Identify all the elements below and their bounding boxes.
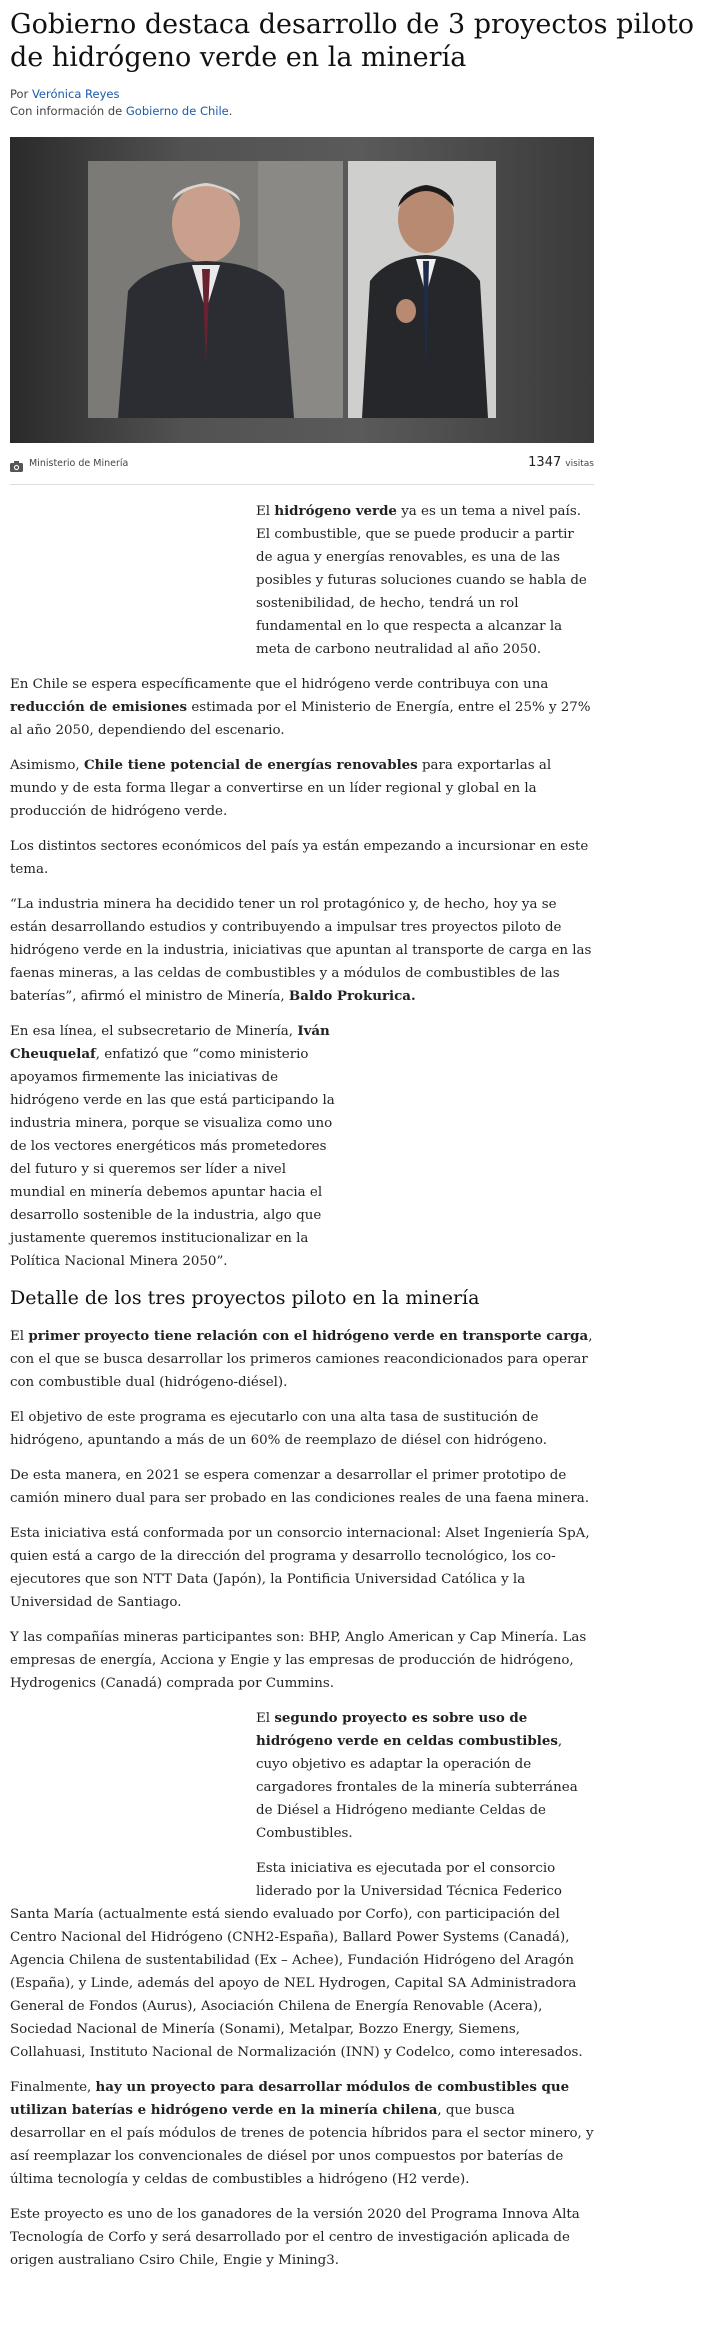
article-body bbox=[10, 500, 594, 2284]
article-title: Gobierno destaca desarrollo de 3 proyectos piloto de hidrógeno verde en la minería bbox=[10, 9, 694, 73]
paragraph: En Chile se espera específicamente que el hidrógeno verde contribuya con una reducción de emisiones estimada por el Ministerio de Energía, entre el 25% y 27% al año 2050, dependiendo del escenario. bbox=[10, 677, 591, 738]
paragraph: El segundo proyecto es sobre uso de hidrógeno verde en celdas combustibles, cuyo objetivo es adaptar la operación de cargadores frontales de la minería subterránea de Diésel a Hidrógeno mediante Celdas de Combustibles. bbox=[256, 1710, 578, 1841]
visits-counter bbox=[528, 455, 594, 470]
byline bbox=[10, 86, 232, 120]
visits-label: visitas bbox=[565, 459, 594, 469]
paragraph: Asimismo, Chile tiene potencial de energías renovables para exportarlas al mundo y de esta forma llegar a convertirse en un líder regional y global en la producción de hidrógeno verde. bbox=[10, 757, 552, 819]
paragraph: Esta iniciativa es ejecutada por el consorcio liderado por la Universidad Técnica Federico Santa María (actualmente está siendo evaluado por Corfo), con participación del Centro Nacional del Hidrógeno (CNH2-España), Ballard Power Systems (Canadá), Agencia Chilena de sustentabilidad (Ex – Achee), Fundación Hidrógeno del Aragón (España), y Linde, además del apoyo de NEL Hydrogen, Capital SA Administradora General de Fondos (Aurus), Asociación Chilena de Energía Renovable (Acera), Sociedad Nacional de Minería (Sonami), Metalpar, Bozzo Energy, Siemens, Collahuasi, Instituto Nacional de Normalización (INN) y Codelco, como interesados. bbox=[10, 1861, 583, 2060]
paragraph: Los distintos sectores económicos del país ya están empezando a incursionar en este tema. bbox=[10, 839, 589, 877]
paragraph: Este proyecto es uno de los ganadores de la versión 2020 del Programa Innova Alta Tecnología de Corfo y será desarrollado por el centro de investigación aplicada de origen australiano Csiro Chile, Engie y Mining3. bbox=[10, 2207, 580, 2268]
person-silhouette-icon bbox=[348, 161, 496, 418]
source-link[interactable]: Gobierno de Chile bbox=[125, 104, 229, 118]
paragraph: En esa línea, el subsecretario de Minería, Iván Cheuquelaf, enfatizó que “como ministerio apoyamos firmemente las iniciativas de hidrógeno verde en las que está participando la industria minera, porque se visualiza como uno de los vectores energéticos más prometedores del futuro y si queremos ser líder a nivel mundial en minería debemos apuntar hacia el desarrollo sostenible de la industria, algo que justamente queremos institucionalizar en la Política Nacional Minera 2050”. bbox=[10, 1023, 335, 1269]
source-line bbox=[10, 103, 232, 120]
paragraph: El hidrógeno verde ya es un tema a nivel país. El combustible, que se puede producir a partir de agua y energías renovables, es una de las posibles y futuras soluciones cuando se habla de sostenibilidad, de hecho, tendrá un rol fundamental en lo que respecta a alcanzar la meta de carbono neutralidad al año 2050. bbox=[256, 503, 587, 657]
person-silhouette-icon bbox=[88, 161, 343, 418]
author-line bbox=[10, 86, 232, 103]
paragraph: De esta manera, en 2021 se espera comenzar a desarrollar el primer prototipo de camión minero dual para ser probado en las condiciones reales de una faena minera. bbox=[10, 1468, 590, 1506]
photo-undersecretary bbox=[348, 161, 496, 418]
photo-caption-row bbox=[10, 455, 594, 485]
section-heading: Detalle de los tres proyectos piloto en la minería bbox=[10, 1287, 480, 1309]
paragraph: El primer proyecto tiene relación con el hidrógeno verde en transporte carga, con el que se busca desarrollar los primeros camiones reacondicionados para operar con combustible dual (hidrógeno-diésel). bbox=[10, 1328, 593, 1390]
visits-count: 1347 bbox=[528, 455, 562, 470]
source-prefix: Con información de bbox=[10, 104, 126, 118]
camera-icon bbox=[10, 457, 23, 476]
byline-prefix: Por bbox=[10, 87, 32, 101]
author-link[interactable]: Verónica Reyes bbox=[31, 87, 120, 101]
paragraph: Esta iniciativa está conformada por un consorcio internacional: Alset Ingeniería SpA, quien está a cargo de la dirección del programa y desarrollo tecnológico, los co-ejecutores que son NTT Data (Japón), la Pontificia Universidad Católica y la Universidad de Santiago. bbox=[10, 1526, 590, 1610]
paragraph: El objetivo de este programa es ejecutarlo con una alta tasa de sustitución de hidrógeno, apuntando a más de un 60% de reemplazo de diésel con hidrógeno. bbox=[10, 1410, 548, 1448]
article-photo[interactable] bbox=[10, 137, 594, 443]
paragraph: Finalmente, hay un proyecto para desarrollar módulos de combustibles que utilizan baterías e hidrógeno verde en la minería chilena, que busca desarrollar en el país módulos de trenes de potencia híbridos para el sector minero, y así reemplazar los convencionales de diésel por unos compuestos por baterías de última tecnología y celdas de combustibles a hidrógeno (H2 verde). bbox=[10, 2079, 594, 2187]
paragraph: “La industria minera ha decidido tener un rol protagónico y, de hecho, hoy ya se están desarrollando estudios y contribuyendo a impulsar tres proyectos piloto de hidrógeno verde en la industria, iniciativas que apuntan al transporte de carga en las faenas mineras, a las celdas de combustibles y a módulos de combustibles de las baterías”, afirmó el ministro de Minería, Baldo Prokurica. bbox=[10, 897, 592, 1004]
paragraph: Y las compañías mineras participantes son: BHP, Anglo American y Cap Minería. Las empresas de energía, Acciona y Engie y las empresas de producción de hidrógeno, Hydrogenics (Canadá) comprada por Cummins. bbox=[10, 1630, 587, 1691]
photo-minister bbox=[88, 161, 343, 418]
source-suffix: . bbox=[228, 104, 233, 118]
photo-credit: Ministerio de Minería bbox=[29, 458, 129, 469]
